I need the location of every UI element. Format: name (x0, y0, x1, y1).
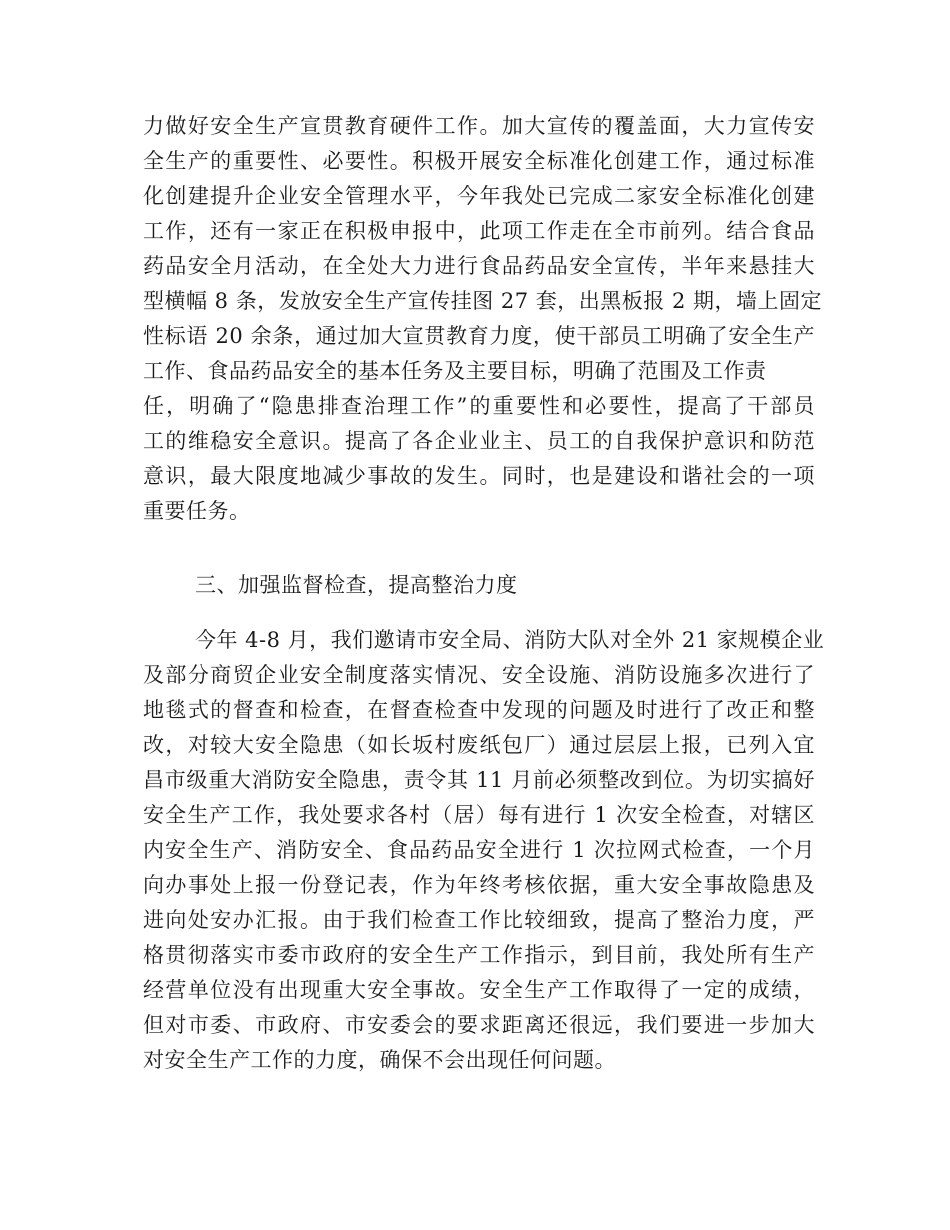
paragraph-1-line: 意识，最大限度地减少事故的发生。同时，也是建设和谐社会的一项 (143, 464, 815, 488)
paragraph-2-line: 今年 4-8 月，我们邀请市安全局、消防大队对全外 21 家规模企业 (195, 628, 825, 652)
paragraph-2-line: 安全生产工作，我处要求各村（居）每有进行 1 次安全检查，对辖区 (143, 803, 815, 827)
paragraph-2-line: 对安全生产工作的力度，确保不会出现任何问题。 (143, 1048, 616, 1072)
paragraph-1-line: 任，明确了“隐患排查治理工作”的重要性和必要性，提高了干部员 (143, 394, 815, 418)
paragraph-2-line: 昌市级重大消防安全隐患，责令其 11 月前必须整改到位。为切实搞好 (143, 768, 815, 792)
paragraph-1-line: 工作、食品药品安全的基本任务及主要目标，明确了范围及工作责 (143, 359, 767, 383)
paragraph-1-line: 力做好安全生产宣贯教育硬件工作。加大宣传的覆盖面，大力宣传安 (143, 114, 815, 138)
paragraph-1-line: 全生产的重要性、必要性。积极开展安全标准化创建工作，通过标准 (143, 149, 815, 173)
paragraph-2-line: 及部分商贸企业安全制度落实情况、安全设施、消防设施多次进行了 (143, 663, 815, 687)
paragraph-2-line: 格贯彻落实市委市政府的安全生产工作指示，到目前，我处所有生产 (143, 943, 815, 967)
paragraph-1-line: 化创建提升企业安全管理水平，今年我处已完成二家安全标准化创建 (143, 184, 815, 208)
paragraph-1-line: 工作，还有一家正在积极申报中，此项工作走在全市前列。结合食品 (143, 219, 815, 243)
paragraph-1-line: 工的维稳安全意识。提高了各企业业主、员工的自我保护意识和防范 (143, 429, 815, 453)
paragraph-1-line: 型横幅 8 条，发放安全生产宣传挂图 27 套，出黑板报 2 期，墙上固定 (143, 289, 822, 313)
paragraph-2-line: 地毯式的督查和检查，在督查检查中发现的问题及时进行了改正和整 (143, 698, 815, 722)
paragraph-2-line: 内安全生产、消防安全、食品药品安全进行 1 次拉网式检查，一个月 (143, 838, 815, 862)
section-heading: 三、加强监督检查，提高整治力度 (195, 573, 518, 597)
paragraph-1-line: 性标语 20 余条，通过加大宣贯教育力度，使干部员工明确了安全生产 (143, 324, 815, 348)
paragraph-2-line: 经营单位没有出现重大安全事故。安全生产工作取得了一定的成绩， (143, 978, 815, 1002)
paragraph-1-line: 重要任务。 (143, 499, 251, 523)
paragraph-2-line: 进向处安办汇报。由于我们检查工作比较细致，提高了整治力度，严 (143, 908, 815, 932)
paragraph-1-line: 药品安全月活动，在全处大力进行食品药品安全宣传，半年来悬挂大 (143, 254, 815, 278)
paragraph-2-line: 改，对较大安全隐患（如长坂村废纸包厂）通过层层上报，已列入宜 (143, 733, 815, 757)
paragraph-2-line: 但对市委、市政府、市安委会的要求距离还很远，我们要进一步加大 (143, 1013, 815, 1037)
paragraph-2-line: 向办事处上报一份登记表，作为年终考核依据，重大安全事故隐患及 (143, 873, 815, 897)
